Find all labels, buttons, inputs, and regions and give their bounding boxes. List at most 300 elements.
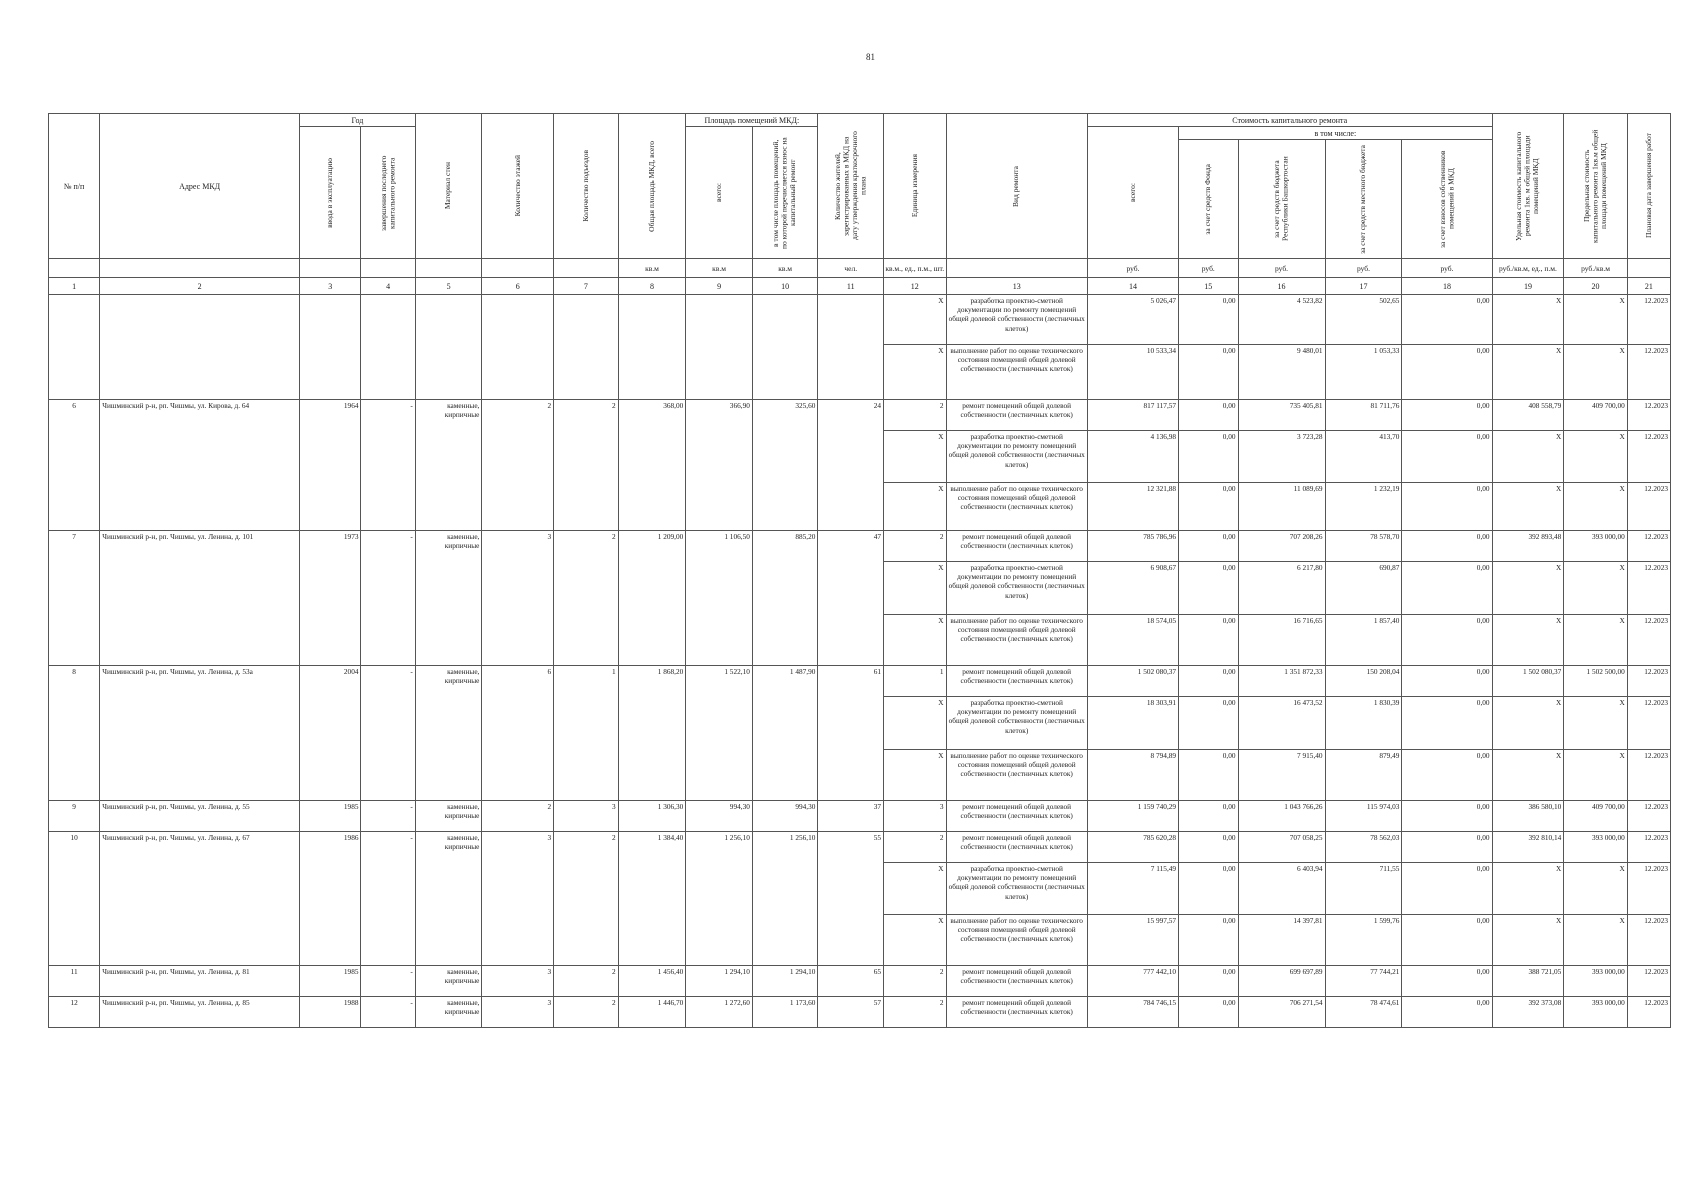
total-area: 1 384,40 — [618, 832, 686, 966]
deadline-date: 12.2023 — [1627, 997, 1670, 1028]
residents-count: 24 — [818, 400, 884, 531]
column-number: 10 — [752, 278, 818, 295]
limit-cost: 393 000,00 — [1564, 531, 1628, 562]
specific-cost: X — [1492, 562, 1564, 615]
cost-fund: 0,00 — [1179, 666, 1238, 697]
cost-fund: 0,00 — [1179, 531, 1238, 562]
hdr-cost-group: Стоимость капитального ремонта — [1087, 114, 1492, 127]
cost-total: 10 533,34 — [1087, 345, 1178, 400]
cost-republic: 707 208,26 — [1238, 531, 1325, 562]
cost-local: 1 599,76 — [1325, 915, 1402, 966]
units-row — [49, 259, 1671, 278]
limit-cost: 393 000,00 — [1564, 966, 1628, 997]
limit-cost: X — [1564, 915, 1628, 966]
unit-cell: кв.м., ед., п.м., шт. — [884, 259, 947, 278]
cost-owners: 0,00 — [1402, 997, 1492, 1028]
deadline-date: 12.2023 — [1627, 562, 1670, 615]
cost-fund: 0,00 — [1179, 750, 1238, 801]
cost-total: 1 159 740,29 — [1087, 801, 1178, 832]
cost-fund: 0,00 — [1179, 295, 1238, 345]
cost-owners: 0,00 — [1402, 615, 1492, 666]
column-number: 14 — [1087, 278, 1178, 295]
floors-count: 3 — [482, 531, 554, 666]
specific-cost: X — [1492, 863, 1564, 915]
year-last-repair: - — [361, 832, 415, 966]
column-number: 1 — [49, 278, 100, 295]
cost-owners: 0,00 — [1402, 750, 1492, 801]
floors-count: 2 — [482, 801, 554, 832]
limit-cost: X — [1564, 750, 1628, 801]
column-number: 17 — [1325, 278, 1402, 295]
house-address: Чишминский р-н, рп. Чишмы, ул. Ленина, д. 53а — [100, 666, 300, 801]
table-row — [49, 966, 1671, 997]
specific-cost: X — [1492, 431, 1564, 483]
column-number: 5 — [415, 278, 482, 295]
unit-value: X — [884, 697, 947, 750]
repair-type: разработка проектно-сметной документации по ремонту помещений общей долевой собственности (лестничных клеток) — [946, 295, 1087, 345]
premises-area: 1 294,10 — [686, 966, 753, 997]
year-built: 1986 — [300, 832, 361, 966]
column-number: 4 — [361, 278, 415, 295]
entrances-count: 2 — [554, 966, 619, 997]
cost-republic: 14 397,81 — [1238, 915, 1325, 966]
unit-cell: руб. — [1179, 259, 1238, 278]
premises-area: 994,30 — [686, 801, 753, 832]
premises-area: 366,90 — [686, 400, 753, 531]
cost-republic: 6 217,80 — [1238, 562, 1325, 615]
cost-owners: 0,00 — [1402, 531, 1492, 562]
residents-count: 47 — [818, 531, 884, 666]
deadline-date: 12.2023 — [1627, 750, 1670, 801]
deadline-date: 12.2023 — [1627, 531, 1670, 562]
cost-owners: 0,00 — [1402, 863, 1492, 915]
deadline-date: 12.2023 — [1627, 431, 1670, 483]
deadline-date: 12.2023 — [1627, 697, 1670, 750]
row-number: 11 — [49, 966, 100, 997]
repair-type: разработка проектно-сметной документации по ремонту помещений общей долевой собственности (лестничных клеток) — [946, 562, 1087, 615]
hdr-cost-owners: за счет взносов собственников помещений в МКД — [1402, 140, 1492, 259]
cost-total: 784 746,15 — [1087, 997, 1178, 1028]
specific-cost: 392 893,48 — [1492, 531, 1564, 562]
table-row — [49, 832, 1671, 863]
column-number: 20 — [1564, 278, 1628, 295]
unit-value: X — [884, 431, 947, 483]
limit-cost: X — [1564, 431, 1628, 483]
cost-owners: 0,00 — [1402, 431, 1492, 483]
column-number: 11 — [818, 278, 884, 295]
specific-cost: 1 502 080,37 — [1492, 666, 1564, 697]
cost-total: 7 115,49 — [1087, 863, 1178, 915]
premises-owner-area — [752, 295, 818, 400]
specific-cost: X — [1492, 697, 1564, 750]
year-built: 1964 — [300, 400, 361, 531]
deadline-date: 12.2023 — [1627, 400, 1670, 431]
year-last-repair: - — [361, 666, 415, 801]
unit-value: X — [884, 750, 947, 801]
hdr-total-area: Общая площадь МКД, всего — [618, 114, 686, 259]
cost-total: 1 502 080,37 — [1087, 666, 1178, 697]
residents-count: 61 — [818, 666, 884, 801]
hdr-cost-fund: за счет средств Фонда — [1179, 140, 1238, 259]
cost-total: 4 136,98 — [1087, 431, 1178, 483]
wall-material — [415, 295, 482, 400]
hdr-entrances: Количество подъездов — [554, 114, 619, 259]
row-number: 7 — [49, 531, 100, 666]
cost-local: 1 232,19 — [1325, 483, 1402, 531]
column-number: 21 — [1627, 278, 1670, 295]
cost-local: 81 711,76 — [1325, 400, 1402, 431]
column-number: 18 — [1402, 278, 1492, 295]
cost-total: 817 117,57 — [1087, 400, 1178, 431]
year-built: 1985 — [300, 966, 361, 997]
wall-material: каменные, кирпичные — [415, 832, 482, 966]
repair-type: разработка проектно-сметной документации по ремонту помещений общей долевой собственности (лестничных клеток) — [946, 863, 1087, 915]
cost-fund: 0,00 — [1179, 345, 1238, 400]
unit-value: X — [884, 915, 947, 966]
hdr-repair-type: Вид ремонта — [946, 114, 1087, 259]
column-number: 7 — [554, 278, 619, 295]
deadline-date: 12.2023 — [1627, 345, 1670, 400]
premises-owner-area: 1 256,10 — [752, 832, 818, 966]
house-address: Чишминский р-н, рп. Чишмы, ул. Кирова, д. 64 — [100, 400, 300, 531]
year-last-repair: - — [361, 966, 415, 997]
repair-type: ремонт помещений общей долевой собственности (лестничных клеток) — [946, 531, 1087, 562]
unit-value: X — [884, 562, 947, 615]
deadline-date: 12.2023 — [1627, 483, 1670, 531]
unit-cell: руб. — [1087, 259, 1178, 278]
wall-material: каменные, кирпичные — [415, 801, 482, 832]
total-area: 368,00 — [618, 400, 686, 531]
year-built: 2004 — [300, 666, 361, 801]
limit-cost: X — [1564, 345, 1628, 400]
hdr-wall-material: Материал стен — [415, 114, 482, 259]
year-built — [300, 295, 361, 400]
residents-count: 55 — [818, 832, 884, 966]
residents-count: 65 — [818, 966, 884, 997]
cost-local: 879,49 — [1325, 750, 1402, 801]
repair-type: ремонт помещений общей долевой собственности (лестничных клеток) — [946, 666, 1087, 697]
unit-cell: кв.м — [752, 259, 818, 278]
specific-cost: X — [1492, 615, 1564, 666]
unit-value: 2 — [884, 832, 947, 863]
repair-type: выполнение работ по оценке технического состояния помещений общей долевой собственности (лестничных клеток) — [946, 915, 1087, 966]
cost-total: 15 997,57 — [1087, 915, 1178, 966]
cost-owners: 0,00 — [1402, 832, 1492, 863]
premises-owner-area: 994,30 — [752, 801, 818, 832]
residents-count — [818, 295, 884, 400]
specific-cost: X — [1492, 295, 1564, 345]
year-built: 1973 — [300, 531, 361, 666]
cost-republic: 9 480,01 — [1238, 345, 1325, 400]
floors-count: 3 — [482, 832, 554, 966]
cost-republic: 1 043 766,26 — [1238, 801, 1325, 832]
unit-value: X — [884, 345, 947, 400]
year-last-repair: - — [361, 801, 415, 832]
unit-cell — [300, 259, 361, 278]
unit-cell: кв.м — [618, 259, 686, 278]
unit-value: 1 — [884, 666, 947, 697]
repair-type: ремонт помещений общей долевой собственности (лестничных клеток) — [946, 997, 1087, 1028]
cost-local: 150 208,04 — [1325, 666, 1402, 697]
hdr-floors: Количество этажей — [482, 114, 554, 259]
cost-total: 18 303,91 — [1087, 697, 1178, 750]
deadline-date: 12.2023 — [1627, 666, 1670, 697]
house-address: Чишминский р-н, рп. Чишмы, ул. Ленина, д. 67 — [100, 832, 300, 966]
cost-fund: 0,00 — [1179, 997, 1238, 1028]
cost-fund: 0,00 — [1179, 697, 1238, 750]
repair-type: ремонт помещений общей долевой собственности (лестничных клеток) — [946, 801, 1087, 832]
specific-cost: 392 373,08 — [1492, 997, 1564, 1028]
unit-cell — [482, 259, 554, 278]
limit-cost: 393 000,00 — [1564, 997, 1628, 1028]
unit-cell: руб./кв.м — [1564, 259, 1628, 278]
cost-fund: 0,00 — [1179, 915, 1238, 966]
cost-total: 18 574,05 — [1087, 615, 1178, 666]
deadline-date: 12.2023 — [1627, 863, 1670, 915]
premises-area: 1 256,10 — [686, 832, 753, 966]
hdr-cost-local: за счет средств местного бюджета — [1325, 140, 1402, 259]
cost-local: 78 474,61 — [1325, 997, 1402, 1028]
house-address: Чишминский р-н, рп. Чишмы, ул. Ленина, д. 101 — [100, 531, 300, 666]
cost-republic: 706 271,54 — [1238, 997, 1325, 1028]
row-number — [49, 295, 100, 400]
limit-cost: X — [1564, 615, 1628, 666]
premises-owner-area: 1 173,60 — [752, 997, 818, 1028]
cost-local: 690,87 — [1325, 562, 1402, 615]
cost-owners: 0,00 — [1402, 915, 1492, 966]
hdr-num: № п/п — [49, 114, 100, 259]
cost-owners: 0,00 — [1402, 697, 1492, 750]
specific-cost: 386 580,10 — [1492, 801, 1564, 832]
repair-type: выполнение работ по оценке технического состояния помещений общей долевой собственности (лестничных клеток) — [946, 345, 1087, 400]
register-table-wrap — [48, 113, 1671, 1058]
table-row — [49, 531, 1671, 562]
cost-fund: 0,00 — [1179, 832, 1238, 863]
deadline-date: 12.2023 — [1627, 615, 1670, 666]
residents-count: 37 — [818, 801, 884, 832]
cost-fund: 0,00 — [1179, 483, 1238, 531]
entrances-count: 2 — [554, 531, 619, 666]
floors-count: 3 — [482, 997, 554, 1028]
row-number: 8 — [49, 666, 100, 801]
limit-cost: X — [1564, 295, 1628, 345]
specific-cost: X — [1492, 750, 1564, 801]
unit-cell: руб. — [1402, 259, 1492, 278]
unit-cell: руб. — [1238, 259, 1325, 278]
unit-cell — [361, 259, 415, 278]
premises-area: 1 272,60 — [686, 997, 753, 1028]
cost-total: 8 794,89 — [1087, 750, 1178, 801]
cost-republic: 1 351 872,33 — [1238, 666, 1325, 697]
wall-material: каменные, кирпичные — [415, 666, 482, 801]
specific-cost: 392 810,14 — [1492, 832, 1564, 863]
year-last-repair — [361, 295, 415, 400]
column-numbers-row — [49, 278, 1671, 295]
specific-cost: X — [1492, 915, 1564, 966]
wall-material: каменные, кирпичные — [415, 400, 482, 531]
premises-owner-area: 1 487,90 — [752, 666, 818, 801]
cost-local: 115 974,03 — [1325, 801, 1402, 832]
hdr-year-built: ввода в эксплуатацию — [300, 127, 361, 259]
year-built: 1985 — [300, 801, 361, 832]
house-address — [100, 295, 300, 400]
wall-material: каменные, кирпичные — [415, 531, 482, 666]
column-number: 8 — [618, 278, 686, 295]
cost-local: 1 053,33 — [1325, 345, 1402, 400]
cost-total: 6 908,67 — [1087, 562, 1178, 615]
house-address: Чишминский р-н, рп. Чишмы, ул. Ленина, д. 81 — [100, 966, 300, 997]
total-area: 1 209,00 — [618, 531, 686, 666]
table-row — [49, 801, 1671, 832]
house-address: Чишминский р-н, рп. Чишмы, ул. Ленина, д. 55 — [100, 801, 300, 832]
table-row — [49, 997, 1671, 1028]
unit-value: 2 — [884, 531, 947, 562]
table-row — [49, 666, 1671, 697]
cost-fund: 0,00 — [1179, 400, 1238, 431]
table-row — [49, 400, 1671, 431]
specific-cost: X — [1492, 345, 1564, 400]
cost-republic: 4 523,82 — [1238, 295, 1325, 345]
row-number: 12 — [49, 997, 100, 1028]
column-number: 9 — [686, 278, 753, 295]
cost-local: 77 744,21 — [1325, 966, 1402, 997]
repair-type: разработка проектно-сметной документации по ремонту помещений общей долевой собственности (лестничных клеток) — [946, 431, 1087, 483]
hdr-cost-republic: за счет средств бюджета Республики Башкортостан — [1238, 140, 1325, 259]
cost-total: 785 620,28 — [1087, 832, 1178, 863]
floors-count: 2 — [482, 400, 554, 531]
cost-fund: 0,00 — [1179, 801, 1238, 832]
total-area — [618, 295, 686, 400]
unit-value: 2 — [884, 997, 947, 1028]
entrances-count: 2 — [554, 997, 619, 1028]
cost-owners: 0,00 — [1402, 966, 1492, 997]
limit-cost: 409 700,00 — [1564, 400, 1628, 431]
hdr-cost-total: всего: — [1087, 127, 1178, 259]
cost-fund: 0,00 — [1179, 562, 1238, 615]
premises-area — [686, 295, 753, 400]
cost-owners: 0,00 — [1402, 666, 1492, 697]
unit-cell — [1627, 259, 1670, 278]
unit-value: X — [884, 615, 947, 666]
row-number: 10 — [49, 832, 100, 966]
cost-local: 502,65 — [1325, 295, 1402, 345]
unit-cell: чел. — [818, 259, 884, 278]
column-number: 2 — [100, 278, 300, 295]
total-area: 1 446,70 — [618, 997, 686, 1028]
residents-count: 57 — [818, 997, 884, 1028]
column-number: 3 — [300, 278, 361, 295]
limit-cost: X — [1564, 483, 1628, 531]
row-number: 6 — [49, 400, 100, 531]
repair-type: ремонт помещений общей долевой собственности (лестничных клеток) — [946, 832, 1087, 863]
cost-local: 1 857,40 — [1325, 615, 1402, 666]
capital-repair-table — [48, 113, 1671, 1028]
hdr-specific-cost: Удельная стоимость капитального ремонта 1кв. м общей площади помещений МКД — [1492, 114, 1564, 259]
total-area: 1 456,40 — [618, 966, 686, 997]
repair-type: ремонт помещений общей долевой собственности (лестничных клеток) — [946, 400, 1087, 431]
cost-fund: 0,00 — [1179, 966, 1238, 997]
cost-local: 78 562,03 — [1325, 832, 1402, 863]
cost-owners: 0,00 — [1402, 483, 1492, 531]
cost-local: 413,70 — [1325, 431, 1402, 483]
floors-count: 6 — [482, 666, 554, 801]
unit-cell — [554, 259, 619, 278]
hdr-deadline: Плановая дата завершения работ — [1627, 114, 1670, 259]
cost-republic: 7 915,40 — [1238, 750, 1325, 801]
hdr-residents: Количество жителей, зарегистрированных в МКД на дату утверждения краткосрочного плана — [818, 114, 884, 259]
repair-type: выполнение работ по оценке технического состояния помещений общей долевой собственности (лестничных клеток) — [946, 750, 1087, 801]
cost-owners: 0,00 — [1402, 400, 1492, 431]
specific-cost: X — [1492, 483, 1564, 531]
deadline-date: 12.2023 — [1627, 295, 1670, 345]
floors-count: 3 — [482, 966, 554, 997]
unit-cell: руб./кв.м, ед., п.м. — [1492, 259, 1564, 278]
hdr-premises-total: всего: — [686, 127, 753, 259]
page-number: 81 — [866, 52, 875, 62]
specific-cost: 388 721,05 — [1492, 966, 1564, 997]
wall-material: каменные, кирпичные — [415, 997, 482, 1028]
hdr-address: Адрес МКД — [100, 114, 300, 259]
unit-value: 3 — [884, 801, 947, 832]
premises-owner-area: 325,60 — [752, 400, 818, 531]
limit-cost: X — [1564, 697, 1628, 750]
unit-cell: руб. — [1325, 259, 1402, 278]
premises-area: 1 522,10 — [686, 666, 753, 801]
hdr-unit: Единица измерения — [884, 114, 947, 259]
unit-value: 2 — [884, 400, 947, 431]
total-area: 1 868,20 — [618, 666, 686, 801]
cost-owners: 0,00 — [1402, 295, 1492, 345]
repair-type: выполнение работ по оценке технического состояния помещений общей долевой собственности (лестничных клеток) — [946, 483, 1087, 531]
house-address: Чишминский р-н, рп. Чишмы, ул. Ленина, д. 85 — [100, 997, 300, 1028]
table-row — [49, 295, 1671, 345]
unit-cell: кв.м — [686, 259, 753, 278]
cost-fund: 0,00 — [1179, 431, 1238, 483]
entrances-count — [554, 295, 619, 400]
specific-cost: 408 558,79 — [1492, 400, 1564, 431]
table-body — [49, 295, 1671, 1028]
premises-area: 1 106,50 — [686, 531, 753, 666]
cost-republic: 3 723,28 — [1238, 431, 1325, 483]
limit-cost: X — [1564, 562, 1628, 615]
entrances-count: 3 — [554, 801, 619, 832]
entrances-count: 2 — [554, 832, 619, 966]
column-number: 15 — [1179, 278, 1238, 295]
wall-material: каменные, кирпичные — [415, 966, 482, 997]
deadline-date: 12.2023 — [1627, 915, 1670, 966]
hdr-year-last-repair: завершения последнего капитального ремонта — [361, 127, 415, 259]
entrances-count: 2 — [554, 400, 619, 531]
premises-owner-area: 1 294,10 — [752, 966, 818, 997]
year-last-repair: - — [361, 997, 415, 1028]
column-number: 12 — [884, 278, 947, 295]
cost-owners: 0,00 — [1402, 345, 1492, 400]
cost-total: 785 786,96 — [1087, 531, 1178, 562]
year-last-repair: - — [361, 531, 415, 666]
cost-republic: 11 089,69 — [1238, 483, 1325, 531]
cost-fund: 0,00 — [1179, 615, 1238, 666]
cost-local: 78 578,70 — [1325, 531, 1402, 562]
hdr-premises-owner: в том числе площадь помещений, по которой перечисляется взнос на капитальный ремонт — [752, 127, 818, 259]
unit-value: X — [884, 863, 947, 915]
repair-type: выполнение работ по оценке технического состояния помещений общей долевой собственности (лестничных клеток) — [946, 615, 1087, 666]
hdr-year-group: Год — [300, 114, 416, 127]
cost-owners: 0,00 — [1402, 801, 1492, 832]
cost-local: 711,55 — [1325, 863, 1402, 915]
unit-cell — [415, 259, 482, 278]
cost-republic: 707 058,25 — [1238, 832, 1325, 863]
unit-value: 2 — [884, 966, 947, 997]
